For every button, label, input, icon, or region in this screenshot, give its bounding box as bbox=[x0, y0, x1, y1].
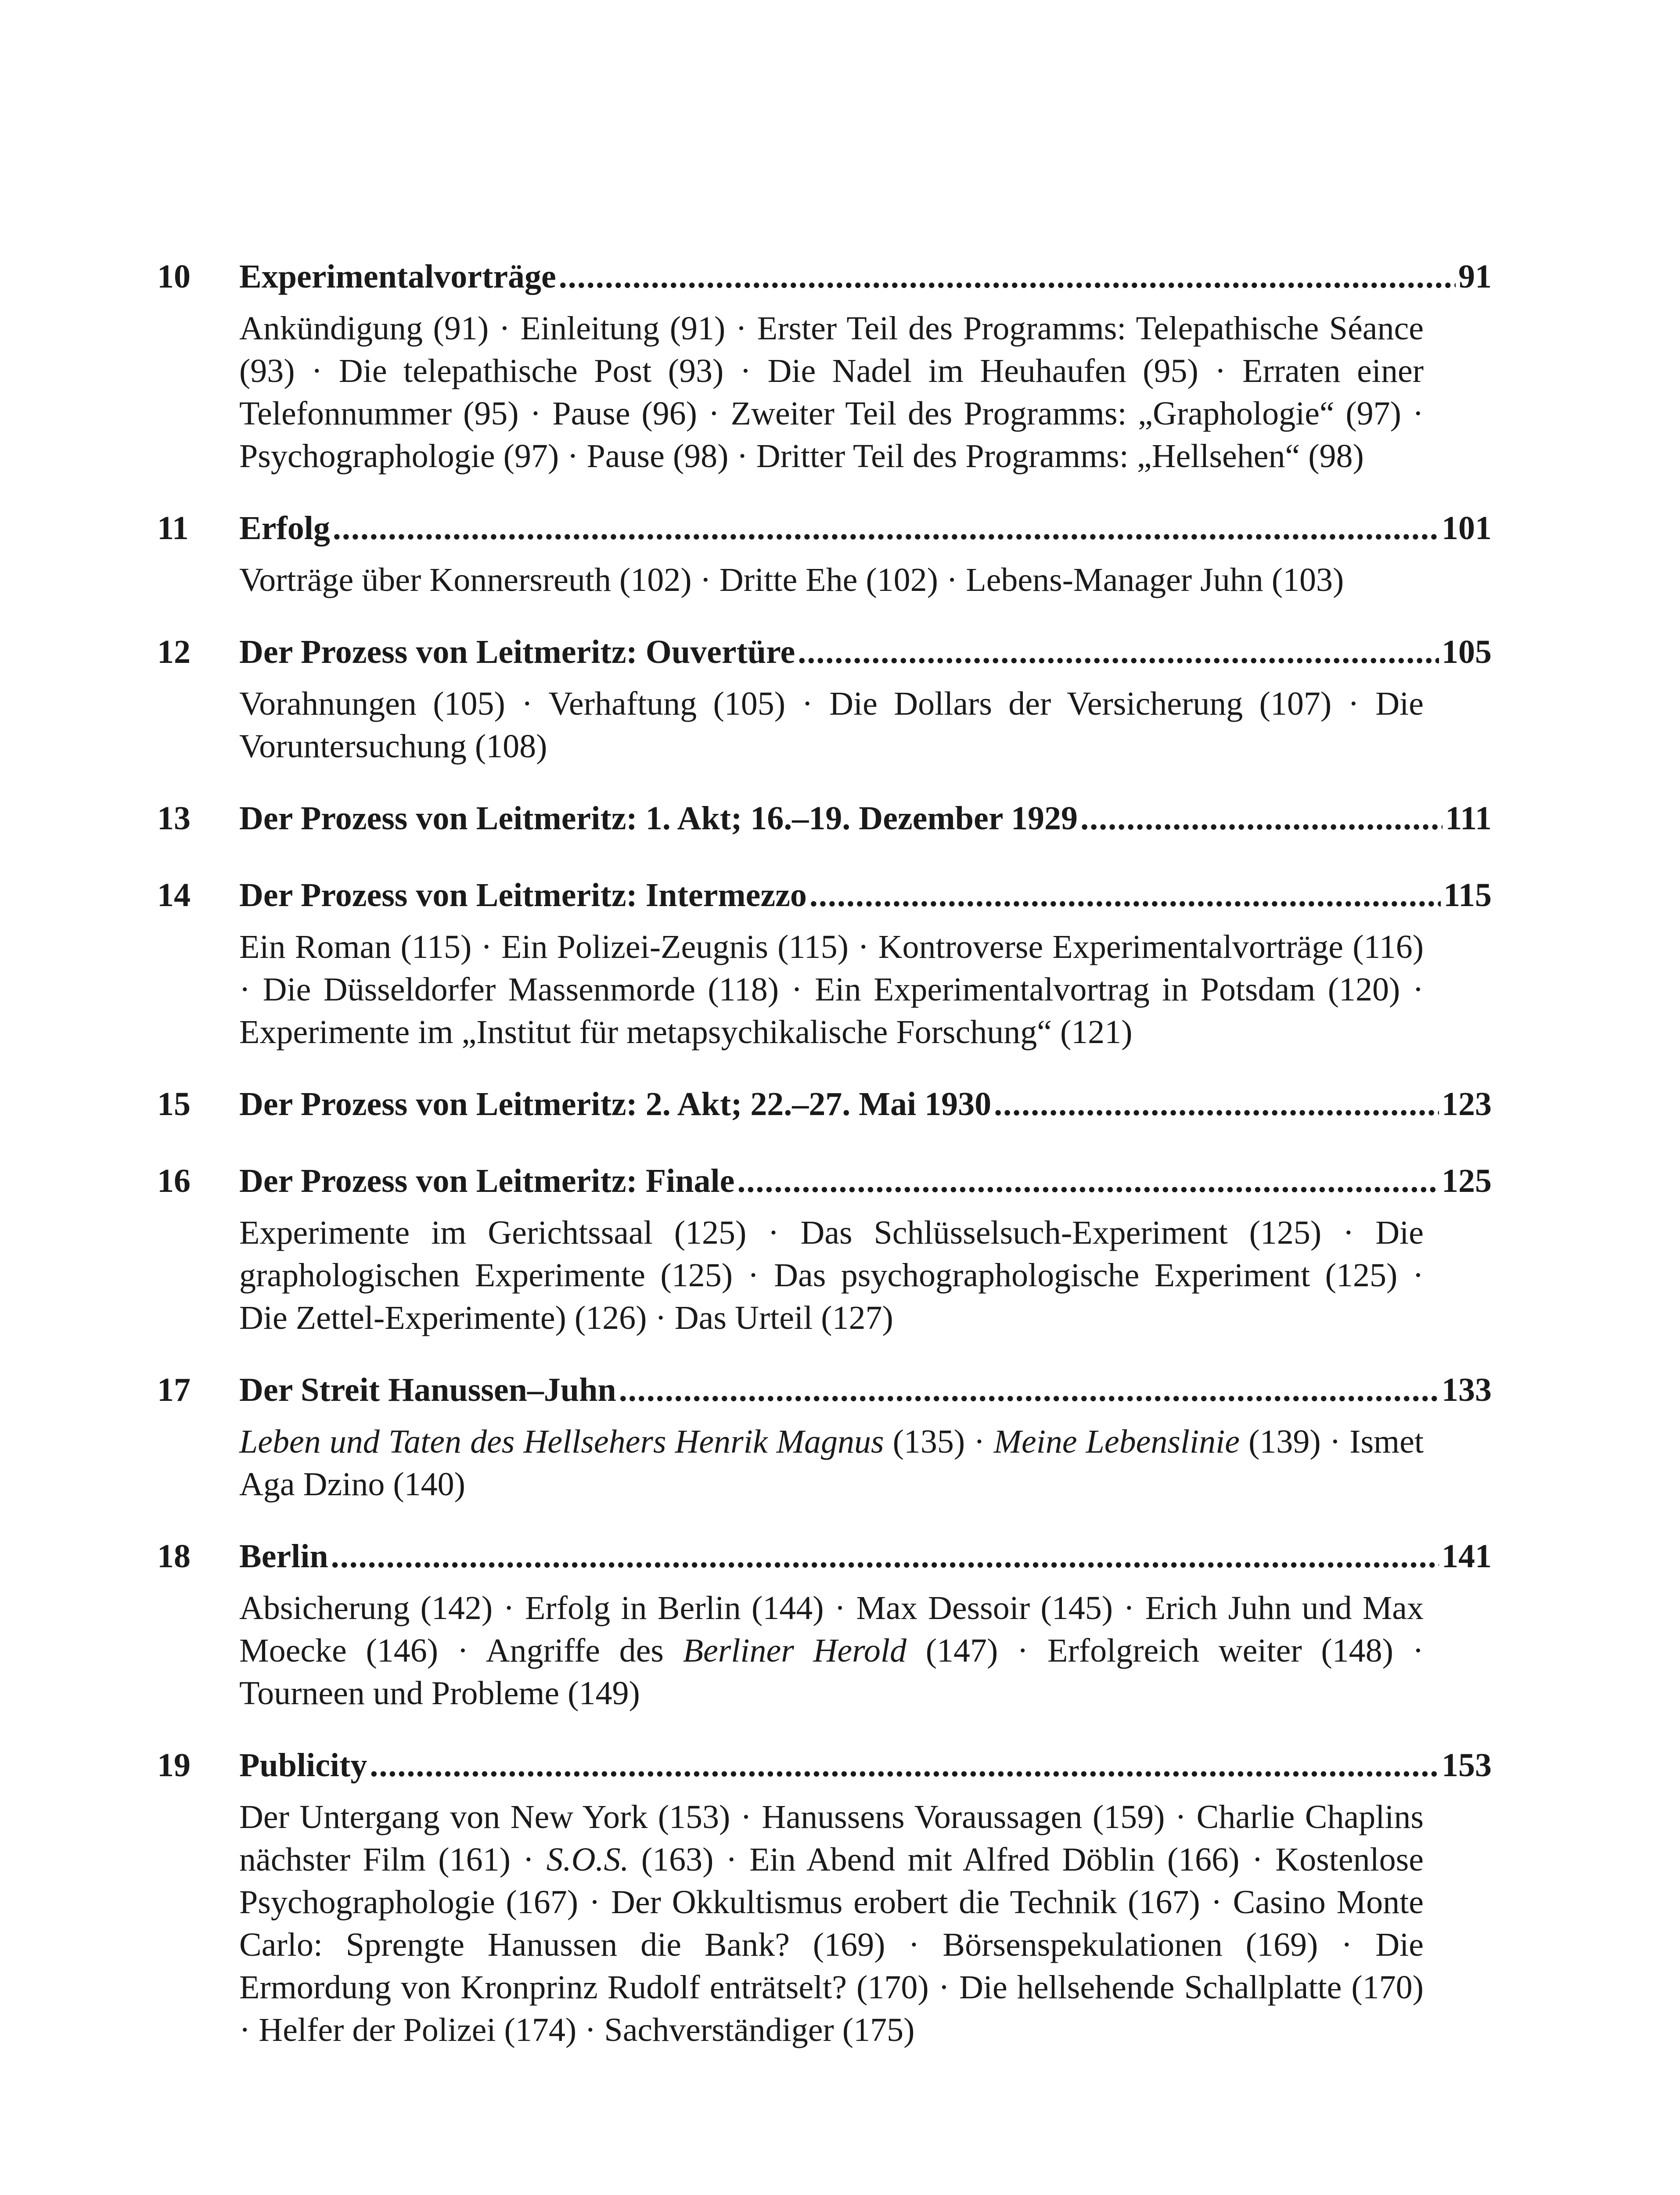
page-number: 101 bbox=[1442, 510, 1492, 547]
toc-entry-15 bbox=[157, 1078, 1492, 1130]
page-number: 153 bbox=[1442, 1747, 1492, 1784]
page-number: 141 bbox=[1442, 1538, 1492, 1575]
chapter-title: Der Prozess von Leitmeritz: Finale bbox=[239, 1162, 735, 1199]
page-number: 115 bbox=[1443, 877, 1492, 914]
chapter-title: Der Prozess von Leitmeritz: Intermezzo bbox=[239, 877, 807, 914]
chapter-number: 12 bbox=[157, 633, 191, 670]
newspaper-title: Berliner Herold bbox=[683, 1632, 907, 1669]
chapter-description bbox=[239, 1796, 1424, 2051]
description-text: (135) · bbox=[884, 1423, 994, 1460]
chapter-description: Vorträge über Konnersreuth (102) · Dritte Ehe (102) · Lebens-Manager Juhn (103) bbox=[239, 561, 1344, 598]
chapter-title: Der Prozess von Leitmeritz: 1. Akt; 16.–19. Dezember 1929 bbox=[239, 800, 1078, 837]
page-number: 123 bbox=[1442, 1086, 1492, 1123]
toc-entry-heading[interactable] bbox=[157, 502, 1492, 554]
leader-dots bbox=[559, 250, 1456, 303]
leader-dots bbox=[1080, 792, 1443, 845]
description-text: (147) · Erfolgreich weiter (148) · Tourneen und Probleme (149) bbox=[239, 1632, 1424, 1712]
description-text: (163) · Ein Abend mit Alfred Döblin (166) · Kostenlose Psychographologie (167) · Der Okkultismus erobert die Technik (167) · Casino Monte Carlo: Sprengte Hanussen die Bank? (169) · Börsenspekulationen (169) · Die Ermordung von Kronprinz Rudolf enträtselt? (170) · Die hellsehende Schallplatte (170) · Helfer der Polizei (174) · Sachverständiger (175) bbox=[239, 1841, 1424, 2048]
page-number: 125 bbox=[1442, 1162, 1492, 1199]
toc-entry-10 bbox=[157, 250, 1492, 478]
chapter-number: 14 bbox=[157, 877, 191, 914]
book-title: Meine Lebenslinie bbox=[993, 1423, 1240, 1460]
chapter-title: Der Prozess von Leitmeritz: Ouvertüre bbox=[239, 633, 795, 670]
toc-entry-heading[interactable] bbox=[157, 1739, 1492, 1792]
page-number: 91 bbox=[1458, 258, 1492, 295]
chapter-number: 15 bbox=[157, 1086, 191, 1123]
leader-dots bbox=[333, 502, 1439, 554]
toc-entry-19 bbox=[157, 1739, 1492, 2051]
chapter-description: Ein Roman (115) · Ein Polizei-Zeugnis (115) · Kontroverse Experimentalvorträge (116) · Die Düsseldorfer Massenmorde (118) · Ein Experimentalvortrag in Potsdam (120) · Experimente im „Institut für metapsychikalische Forschung“ (121) bbox=[239, 928, 1424, 1051]
toc-entry-heading[interactable] bbox=[157, 1155, 1492, 1207]
chapter-description: Experimente im Gerichtssaal (125) · Das Schlüsselsuch-Experiment (125) · Die graphologischen Experimente (125) · Das psychographologische Experiment (125) · Die Zettel-Experimente) (126) · Das Urteil (127) bbox=[239, 1214, 1424, 1336]
chapter-title: Der Prozess von Leitmeritz: 2. Akt; 22.–27. Mai 1930 bbox=[239, 1086, 992, 1123]
chapter-number: 13 bbox=[157, 800, 191, 837]
chapter-description bbox=[239, 1421, 1424, 1506]
chapter-description: Vorahnungen (105) · Verhaftung (105) · Die Dollars der Versicherung (107) · Die Voruntersuchung (108) bbox=[239, 685, 1424, 765]
chapter-description bbox=[239, 1587, 1424, 1715]
toc-entry-heading[interactable] bbox=[157, 250, 1492, 303]
chapter-title: Publicity bbox=[239, 1747, 367, 1784]
page-number: 105 bbox=[1442, 633, 1492, 670]
chapter-number: 16 bbox=[157, 1162, 191, 1199]
toc-entry-heading[interactable] bbox=[157, 792, 1492, 845]
page-number: 133 bbox=[1442, 1371, 1492, 1408]
leader-dots bbox=[994, 1078, 1439, 1130]
leader-dots bbox=[619, 1364, 1439, 1416]
toc-entry-17 bbox=[157, 1364, 1492, 1506]
description-text: Der Untergang von New York (153) · Hanussens Voraussagen (159) · Charlie Chaplins nächster Film (161) · bbox=[239, 1799, 1424, 1878]
chapter-title: Der Streit Hanussen–Juhn bbox=[239, 1371, 616, 1408]
toc-entry-heading[interactable] bbox=[157, 869, 1492, 921]
work-title: S.O.S. bbox=[546, 1841, 629, 1878]
leader-dots bbox=[331, 1530, 1439, 1583]
toc-entry-heading[interactable] bbox=[157, 1364, 1492, 1416]
leader-dots bbox=[809, 869, 1441, 921]
leader-dots bbox=[370, 1739, 1439, 1792]
leader-dots bbox=[798, 626, 1439, 678]
description-text: Absicherung (142) · Erfolg in Berlin (144) · Max Dessoir (145) · Erich Juhn und Max Moecke (146) · Angriffe des bbox=[239, 1590, 1424, 1669]
chapter-number: 18 bbox=[157, 1538, 191, 1575]
toc-entry-heading[interactable] bbox=[157, 1078, 1492, 1130]
description-text: (139) · Ismet Aga Dzino (140) bbox=[239, 1423, 1424, 1503]
book-title: Leben und Taten des Hellsehers Henrik Magnus bbox=[239, 1423, 884, 1460]
chapter-number: 17 bbox=[157, 1371, 191, 1408]
toc-entry-12 bbox=[157, 626, 1492, 768]
chapter-description: Ankündigung (91) · Einleitung (91) · Erster Teil des Programms: Telepathische Séance (93) · Die telepathische Post (93) · Die Nadel im Heuhaufen (95) · Erraten einer Telefonnummer (95) · Pause (96) · Zweiter Teil des Programms: „Graphologie“ (97) · Psychographologie (97) · Pause (98) · Dritter Teil des Programms: „Hellsehen“ (98) bbox=[239, 310, 1424, 475]
leader-dots bbox=[737, 1155, 1439, 1207]
toc-entry-heading[interactable] bbox=[157, 626, 1492, 678]
toc-entry-16 bbox=[157, 1155, 1492, 1339]
toc-entry-13 bbox=[157, 792, 1492, 845]
toc-entry-18 bbox=[157, 1530, 1492, 1715]
page-number: 111 bbox=[1445, 800, 1492, 837]
chapter-title: Erfolg bbox=[239, 510, 330, 547]
chapter-title: Experimentalvorträge bbox=[239, 258, 556, 295]
chapter-title: Berlin bbox=[239, 1538, 328, 1575]
chapter-number: 10 bbox=[157, 258, 191, 295]
toc-entry-heading[interactable] bbox=[157, 1530, 1492, 1583]
toc-entry-14 bbox=[157, 869, 1492, 1054]
toc-entry-11 bbox=[157, 502, 1492, 601]
chapter-number: 19 bbox=[157, 1747, 191, 1784]
table-of-contents bbox=[157, 250, 1492, 2051]
chapter-number: 11 bbox=[157, 510, 189, 547]
